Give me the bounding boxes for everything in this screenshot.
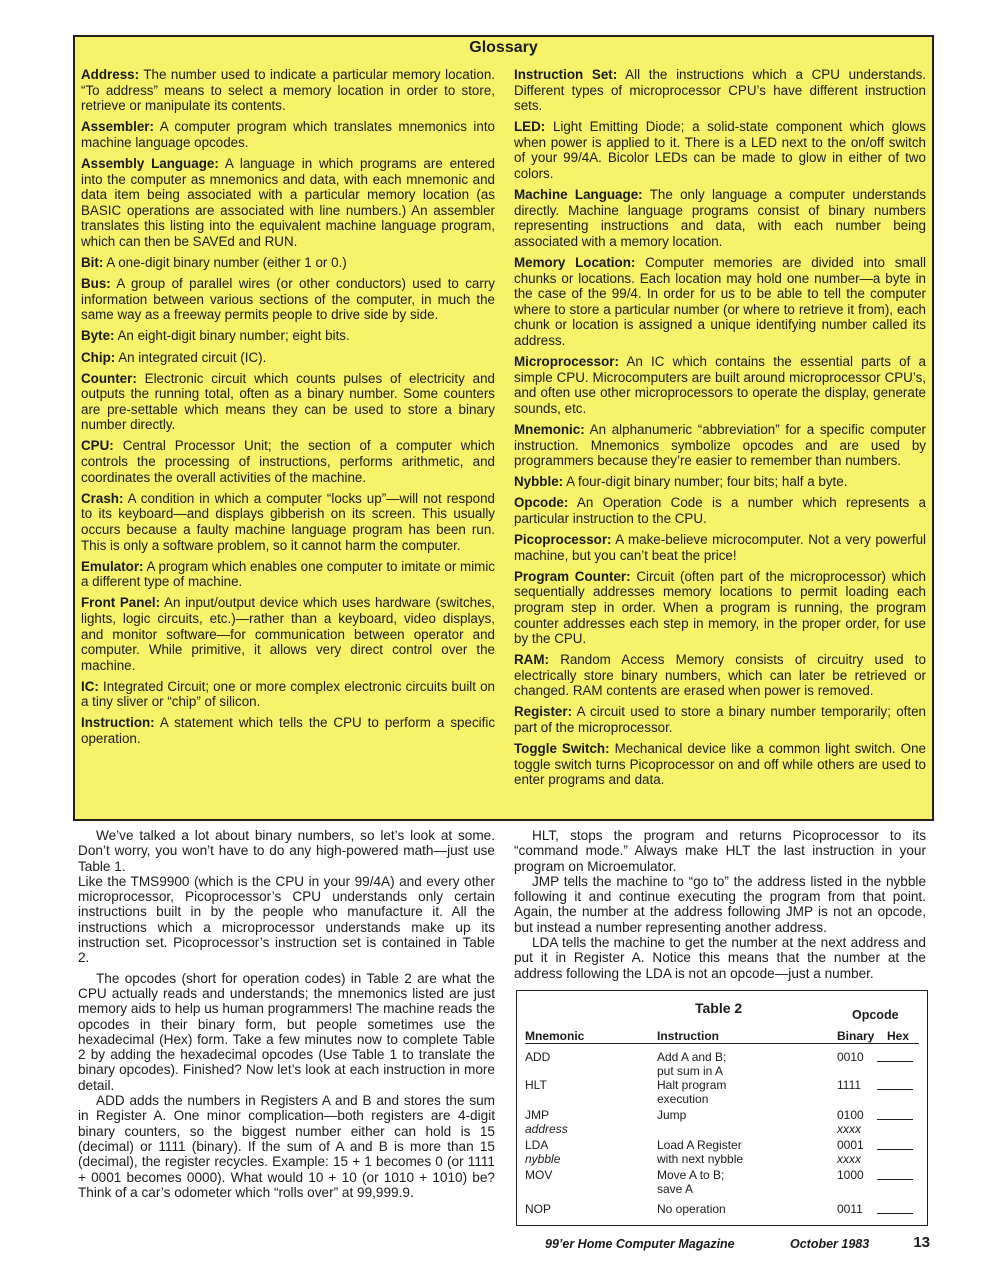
hex-answer-blank [877, 1149, 913, 1150]
binary-opcode: 0001 [837, 1138, 864, 1152]
table-row [517, 1051, 927, 1081]
mnemonic-text: NOP [525, 1202, 552, 1216]
glossary-entry [81, 679, 495, 710]
glossary-term: Emulator: [81, 558, 144, 574]
mnemonic-cell [525, 1109, 568, 1136]
table-row [517, 1139, 927, 1169]
glossary-definition: Computer memories are divided into small chunks or locations. Each location may hold one number—a byte in the case of the 99/4. In order for us to be able to tell the computer where to store a particular number (or where to retrieve it from), each chunk or location is assigned a unique identifying number called its address. [514, 255, 926, 348]
glossary-term: Assembler: [81, 119, 154, 135]
article-paragraph: JMP tells the machine to “go to” the address listed in the nybble following it and continue executing the program from that point. Again, the number at the address following JMP is not an opcode, but instead a number representing another address. [514, 873, 926, 935]
glossary-entry [514, 474, 926, 490]
glossary-entry [81, 328, 495, 344]
table-2 [516, 990, 928, 1226]
glossary-entry [514, 422, 926, 469]
glossary-term: Chip: [81, 349, 116, 365]
instruction-text: Move A to B; [657, 1168, 725, 1182]
glossary-term: Bus: [81, 276, 111, 292]
glossary-term: Instruction Set: [514, 67, 618, 82]
glossary-term: IC: [81, 678, 99, 694]
glossary-term: Microprocessor: [514, 354, 619, 370]
magazine-name: 99’er Home Computer Magazine [545, 1237, 735, 1251]
operand-placeholder: xxxx [837, 1121, 861, 1136]
binary-opcode: 0011 [837, 1202, 863, 1216]
table-row [517, 1109, 927, 1139]
table-row [517, 1203, 927, 1233]
mnemonic-cell [525, 1079, 547, 1093]
glossary-term: Assembly Language: [81, 155, 219, 171]
glossary-title: Glossary [469, 39, 538, 56]
glossary-entry [81, 491, 495, 553]
binary-opcode: 0010 [837, 1050, 864, 1064]
glossary-entry [81, 559, 495, 590]
hex-answer-blank [877, 1213, 913, 1214]
glossary-entry [81, 119, 495, 150]
glossary-definition: Central Processor Unit; the section of a computer which controls the processing of instructions, performs arithmetic, and coordinates the overall activities of the machine. [81, 438, 495, 485]
glossary-definition: An eight-digit binary number; eight bits. [117, 328, 350, 344]
glossary-definition: Random Access Memory consists of circuitry used to electrically store binary numbers, which can later be retrieved or changed. RAM contents are erased when power is removed. [514, 652, 926, 699]
glossary-term: Memory Location: [514, 255, 636, 271]
binary-cell [837, 1169, 864, 1183]
glossary-box [73, 35, 934, 821]
mnemonic-text: MOV [525, 1168, 553, 1182]
glossary-entry [514, 495, 926, 526]
glossary-entry [514, 569, 926, 647]
article-paragraph: We’ve talked a lot about binary numbers, so let’s look at some. Don’t worry, you won’t have to do any high-powered math—just use Table 1. [78, 828, 495, 874]
glossary-definition: All the instructions which a CPU understands. Different types of microprocessor CPU’s have different instruction sets. [514, 67, 926, 114]
glossary-entry [81, 595, 495, 673]
glossary-definition: Mechanical device like a common light switch. One toggle switch turns Picoprocessor on and off while others are used to enter programs and data. [514, 741, 926, 788]
instruction-text-2: save A [657, 1181, 694, 1196]
glossary-definition: A four-digit binary number; four bits; half a byte. [566, 474, 848, 490]
binary-cell [837, 1203, 863, 1217]
hex-answer-blank [877, 1061, 913, 1062]
table-row [517, 1169, 927, 1199]
glossary-term: Bit: [81, 255, 104, 271]
glossary-left-column [81, 67, 495, 752]
glossary-term: Register: [514, 704, 573, 720]
article-paragraph: The opcodes (short for operation codes) in Table 2 are what the CPU actually reads and understands; the mnemonics listed are just memory aids to help us human programmers! The machine reads the opcodes in their binary form, but people sometimes use the hexadecimal (Hex) form. Take a few minutes now to complete Table 2 by adding the hexadecimal opcodes (Use Table 1 to translate the binary opcodes). Finished? Now let’s look at each instruction in more detail. [78, 970, 495, 1093]
binary-cell [837, 1079, 861, 1093]
glossary-entry [81, 371, 495, 433]
glossary-definition: A circuit used to store a binary number temporarily; often part of the microprocessor. [514, 704, 926, 736]
instruction-text-2: put sum in A [657, 1063, 724, 1078]
hex-answer-blank [877, 1179, 913, 1180]
binary-opcode: 1111 [837, 1078, 862, 1092]
opcode-group-header: Opcode [852, 1008, 899, 1022]
binary-cell [837, 1109, 864, 1136]
hex-header: Hex [887, 1029, 910, 1043]
binary-cell [837, 1051, 864, 1065]
glossary-entry [81, 276, 495, 323]
issue-date: October 1983 [790, 1237, 870, 1251]
binary-header: Binary [837, 1029, 875, 1043]
article-paragraph: ADD adds the numbers in Registers A and B and stores the sum in Register A. One minor complication—both registers are 4-digit binary counters, so the biggest number either can hold is 15 (decimal) or 1111 (binary). If the sum of A and B is more than 15 (decimal), the register recycles. Example: 15 + 1 becomes 0 (or 1111 + 0001 becomes 0000). What would 10 + 10 (or 1010 + 1010) be? Think of a car’s odometer which “rolls over” at 99,999.9. [78, 1093, 495, 1200]
glossary-definition: The number used to indicate a particular memory location. “To address” means to select a memory location in order to store, retrieve or manipulate its contents. [81, 67, 495, 114]
mnemonic-text: JMP [525, 1108, 549, 1122]
glossary-definition: An IC which contains the essential parts of a simple CPU. Microcomputers are built around microprocessor CPU’s, and often use other microprocessors to operate the display, generate sounds, etc. [514, 354, 926, 416]
glossary-term: Counter: [81, 370, 137, 386]
glossary-right-column [514, 67, 926, 793]
glossary-term: Instruction: [81, 715, 155, 731]
article-paragraph: HLT, stops the program and returns Picoprocessor to its “command mode.” Always make HLT the last instruction in your program on Microemulator. [514, 828, 926, 874]
glossary-definition: An input/output device which uses hardware (switches, lights, logic circuits, etc.)—rather than a keyboard, video displays, and monitor software—for communication between operator and computer. While primitive, it allows very direct control over the machine. [81, 595, 495, 673]
mnemonic-cell [525, 1169, 552, 1183]
glossary-entry [514, 119, 926, 181]
glossary-definition: A make-believe microcomputer. Not a very powerful machine, but you can’t beat the price! [514, 532, 926, 563]
glossary-definition: A group of parallel wires (or other conductors) used to carry information between various sections of the computer, in much the same way as a freeway permits people to drive side by side. [81, 276, 495, 323]
glossary-entry [81, 715, 495, 746]
glossary-definition: A program which enables one computer to imitate or mimic a different type of machine. [81, 558, 496, 590]
instruction-cell [657, 1203, 726, 1217]
glossary-definition: A condition in which a computer “locks up”—will not respond to its keyboard—and displays gibberish on its screen. This usually occurs because a faulty machine language program has been run. This is only a software problem, so it cannot harm the computer. [81, 490, 496, 553]
binary-cell [837, 1139, 864, 1166]
glossary-term: RAM: [514, 652, 549, 668]
glossary-definition: A one-digit binary number (either 1 or 0.) [106, 255, 347, 271]
instruction-cell [657, 1051, 726, 1078]
instruction-text-2: execution [657, 1091, 709, 1106]
glossary-entry [514, 67, 926, 114]
glossary-entry [81, 255, 495, 271]
mnemonic-text: LDA [525, 1138, 549, 1152]
glossary-term: Picoprocessor: [514, 532, 612, 548]
glossary-term: Opcode: [514, 495, 569, 511]
hex-answer-blank [877, 1119, 913, 1120]
instruction-text: Add A and B; [657, 1050, 727, 1064]
instruction-text-2: with next nybble [657, 1151, 744, 1166]
glossary-definition: An integrated circuit (IC). [118, 349, 267, 365]
mnemonic-header: Mnemonic [525, 1029, 585, 1043]
mnemonic-cell [525, 1203, 551, 1217]
operand-placeholder: xxxx [837, 1151, 861, 1166]
page-number: 13 [913, 1234, 930, 1251]
glossary-definition: Electronic circuit which counts pulses of electricity and outputs the running total, often as a binary number. Some counters are pre-settable which means they can be used to store a binary number directly. [81, 370, 495, 433]
binary-opcode: 0100 [837, 1108, 864, 1122]
mnemonic-operand: address [525, 1121, 568, 1136]
article-left-column [78, 828, 495, 1200]
glossary-definition: Integrated Circuit; one or more complex electronic circuits built on a tiny sliver or “chip” of silicon. [81, 678, 495, 710]
glossary-definition: An alphanumeric “abbreviation” for a specific computer instruction. Mnemonics symbolize opcodes and are used by programmers because they’re easier to remember than numbers. [514, 421, 927, 469]
glossary-term: LED: [514, 119, 546, 135]
glossary-definition: Light Emitting Diode; a solid-state component which glows when power is applied to it. There is a LED next to the on/off switch of your 99/4A. Bicolor LEDs can be made to glow in either of two colors. [514, 119, 926, 182]
mnemonic-text: ADD [525, 1050, 551, 1064]
glossary-term: Address: [81, 67, 140, 82]
glossary-entry [81, 156, 495, 250]
glossary-term: Crash: [81, 490, 124, 506]
article-right-column [514, 828, 926, 981]
glossary-entry [81, 350, 495, 366]
glossary-term: Nybble: [514, 474, 564, 490]
glossary-entry [514, 532, 926, 563]
glossary-definition: An Operation Code is a number which represents a particular instruction to the CPU. [514, 495, 926, 526]
glossary-definition: A statement which tells the CPU to perform a specific operation. [81, 715, 496, 747]
glossary-entry [514, 741, 926, 788]
glossary-definition: Circuit (often part of the microprocessor) which sequentially addresses memory locations to permit loading each program step in order. When a program is running, the program counter addresses each step in memory, in the proper order, for use by the CPU. [514, 568, 926, 647]
glossary-term: Program Counter: [514, 568, 631, 584]
glossary-entry [514, 704, 926, 735]
glossary-entry [514, 255, 926, 349]
instruction-cell [657, 1169, 724, 1196]
glossary-entry [81, 67, 495, 114]
glossary-term: Machine Language: [514, 187, 643, 203]
glossary-entry [514, 354, 926, 416]
table-row [517, 1079, 927, 1109]
header-rule [525, 1043, 919, 1044]
article-paragraph: Like the TMS9900 (which is the CPU in your 99/4A) and every other microprocessor, Picoprocessor’s CPU understands only certain instructions built in by the people who manufacture it. All the instructions which a microprocessor understands make up its instruction set. Picoprocessor’s instruction set is contained in Table 2. [78, 873, 495, 966]
glossary-definition: A language in which programs are entered into the computer as mnemonics and data, with each mnemonic and data item being associated with a particular memory location (as BASIC operations are associated with line numbers.) An assembler translates this listing into the equivalent machine language program, which can then be SAVEd and RUN. [81, 155, 496, 249]
glossary-entry [514, 652, 926, 699]
hex-answer-blank [877, 1089, 913, 1090]
instruction-text: Jump [657, 1108, 687, 1122]
mnemonic-cell [525, 1051, 550, 1065]
instruction-text: No operation [657, 1202, 726, 1216]
instruction-text: Halt program [657, 1078, 727, 1092]
glossary-term: Front Panel: [81, 595, 161, 611]
binary-opcode: 1000 [837, 1168, 864, 1182]
instruction-cell [657, 1139, 743, 1166]
glossary-definition: A computer program which translates mnemonics into machine language opcodes. [81, 119, 495, 150]
instruction-cell [657, 1109, 686, 1123]
glossary-term: Mnemonic: [514, 421, 585, 437]
glossary-entry [81, 438, 495, 485]
instruction-text: Load A Register [657, 1138, 742, 1152]
mnemonic-operand: nybble [525, 1151, 561, 1166]
instruction-cell [657, 1079, 726, 1106]
glossary-term: CPU: [81, 438, 114, 454]
glossary-term: Toggle Switch: [514, 741, 610, 757]
mnemonic-cell [525, 1139, 560, 1166]
glossary-entry [514, 187, 926, 249]
instruction-header: Instruction [657, 1029, 719, 1043]
article-paragraph: LDA tells the machine to get the number at the next address and put it in Register A. Notice this means that the number at the address following the LDA is not an opcode—just a number. [514, 935, 926, 981]
mnemonic-text: HLT [525, 1078, 547, 1092]
glossary-term: Byte: [81, 328, 115, 344]
table-title: Table 2 [695, 1000, 743, 1016]
glossary-definition: The only language a computer understands directly. Machine language programs consist of binary numbers representing instructions and data, with each number being associated with a memory location. [514, 187, 927, 249]
